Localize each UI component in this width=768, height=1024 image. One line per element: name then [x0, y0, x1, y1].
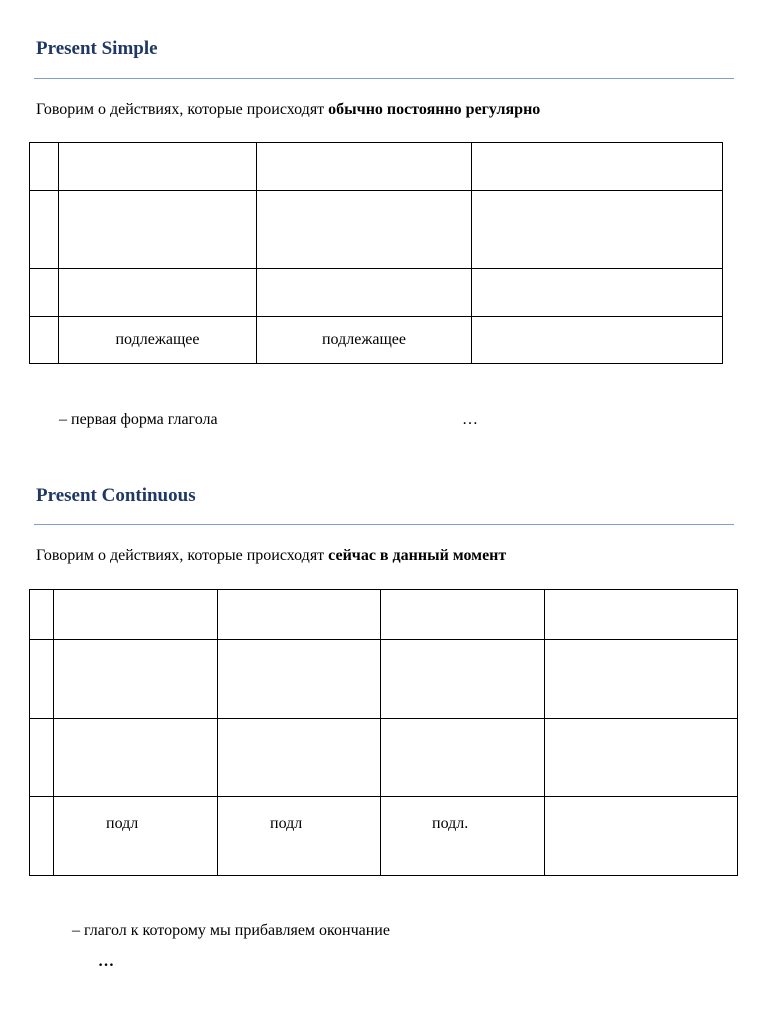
- table-cell[interactable]: [257, 269, 472, 317]
- note-verb-form: – первая форма глагола: [59, 411, 218, 428]
- table-cell[interactable]: [30, 269, 59, 317]
- table-cell[interactable]: [472, 143, 723, 191]
- table-cell[interactable]: [30, 797, 54, 876]
- table-cell[interactable]: [30, 719, 54, 797]
- table-cell[interactable]: [545, 719, 738, 797]
- table-cell[interactable]: [545, 640, 738, 719]
- table-cell[interactable]: [30, 590, 54, 640]
- table-row: [30, 590, 738, 640]
- intro-text: Говорим о действиях, которые происходят: [36, 101, 325, 118]
- table-cell-subject[interactable]: подл: [54, 797, 218, 876]
- table-row: [30, 719, 738, 797]
- heading-divider: [34, 78, 734, 79]
- table-row: [30, 640, 738, 719]
- note-verb-ending: – глагол к которому мы прибавляем окончание: [72, 922, 390, 939]
- table-cell[interactable]: [257, 191, 472, 269]
- table-cell[interactable]: [54, 719, 218, 797]
- table-cell-subject[interactable]: подл.: [381, 797, 545, 876]
- present-simple-table: [29, 142, 723, 364]
- table-cell[interactable]: [472, 269, 723, 317]
- table-cell[interactable]: [472, 191, 723, 269]
- table-cell[interactable]: [59, 269, 257, 317]
- section-intro: [36, 547, 506, 565]
- present-continuous-table: [29, 589, 738, 876]
- note-ellipsis: …: [462, 411, 478, 428]
- table-cell-subject[interactable]: подлежащее: [59, 317, 257, 364]
- table-cell[interactable]: [59, 143, 257, 191]
- heading-divider: [34, 524, 734, 525]
- table-cell[interactable]: [381, 640, 545, 719]
- section-title-present-simple: Present Simple: [36, 38, 158, 59]
- table-cell[interactable]: [30, 317, 59, 364]
- table-cell[interactable]: [54, 590, 218, 640]
- table-cell[interactable]: [54, 640, 218, 719]
- table-cell-subject[interactable]: подлежащее: [257, 317, 472, 364]
- table-row: [30, 191, 723, 269]
- table-cell[interactable]: [30, 191, 59, 269]
- table-cell[interactable]: [30, 143, 59, 191]
- table-cell[interactable]: [218, 719, 381, 797]
- table-cell[interactable]: [472, 317, 723, 364]
- table-cell[interactable]: [545, 797, 738, 876]
- table-cell[interactable]: [381, 719, 545, 797]
- intro-keywords: сейчас в данный момент: [328, 547, 507, 564]
- table-row: [30, 269, 723, 317]
- table-cell[interactable]: [257, 143, 472, 191]
- table-cell[interactable]: [218, 640, 381, 719]
- table-cell[interactable]: [30, 640, 54, 719]
- table-cell-subject[interactable]: подл: [218, 797, 381, 876]
- table-row: [30, 797, 738, 876]
- table-cell[interactable]: [218, 590, 381, 640]
- table-cell[interactable]: [59, 191, 257, 269]
- section-title-present-continuous: Present Continuous: [36, 485, 196, 506]
- section-intro: [36, 101, 540, 119]
- table-row: [30, 317, 723, 364]
- table-cell[interactable]: [381, 590, 545, 640]
- table-row: [30, 143, 723, 191]
- note-ellipsis: …: [98, 953, 114, 970]
- table-cell[interactable]: [545, 590, 738, 640]
- intro-keywords: обычно постоянно регулярно: [328, 101, 541, 118]
- intro-text: Говорим о действиях, которые происходят: [36, 547, 325, 564]
